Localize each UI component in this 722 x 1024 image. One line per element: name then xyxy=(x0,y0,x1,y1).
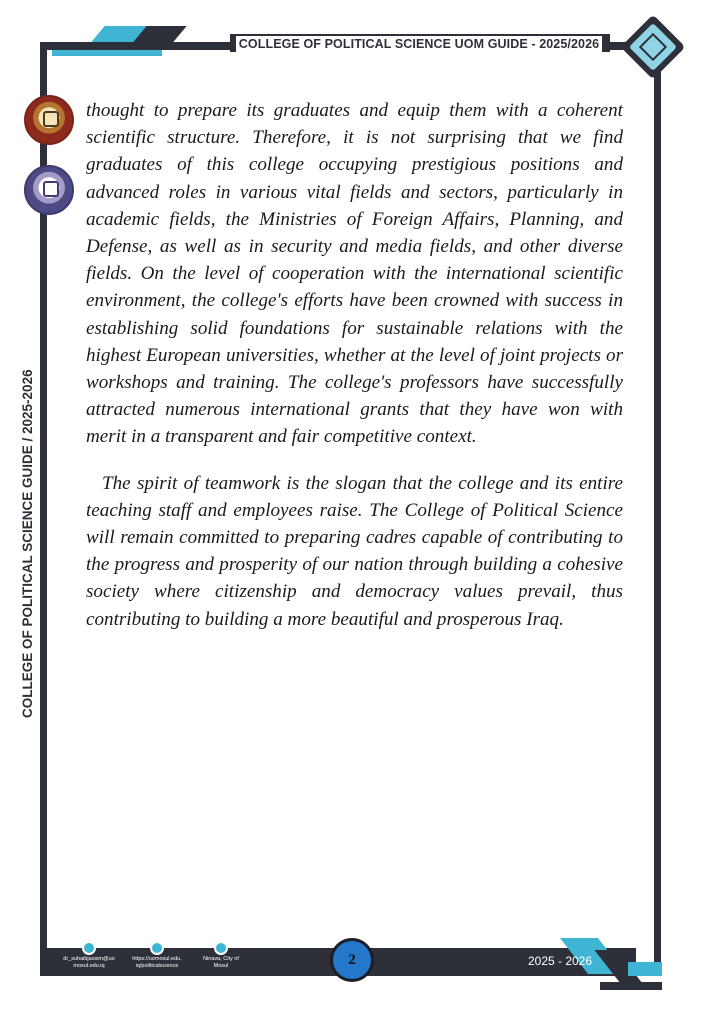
footer-year: 2025 - 2026 xyxy=(527,954,593,968)
contact-line: dr_suhaibjassim@uo xyxy=(63,956,115,962)
footer-accent-line xyxy=(628,962,662,976)
page-number: 2 xyxy=(330,938,374,982)
footer-bottom-bar xyxy=(600,982,662,990)
email-icon xyxy=(82,941,96,955)
college-seal-icon xyxy=(24,165,74,215)
seal-emblem xyxy=(43,111,59,127)
location-icon xyxy=(214,941,228,955)
paragraph: thought to prepare its graduates and equip them with a coherent scientific structure. Therefore, it is not surprising that we find graduates of this college occupying prestigious positions and advanced roles in various vital fields and sectors, particularly in academic fields, the Ministries of Foreign Affairs, Planning, and Defense, as well as in security and media fields, and other diverse fields. On the level of cooperation with the international scientific environment, the college's efforts have been crowned with success in establishing solid foundations for sustainable relations with the highest European universities, whether at the level of joint projects or workshops and training. The college's professors have successfully attracted numerous international grants that they have won with merit in a transparent and fair competitive context. xyxy=(86,100,623,448)
seal-emblem xyxy=(43,181,59,197)
top-accent-line xyxy=(52,50,162,56)
contact-location xyxy=(176,941,266,970)
paragraph: The spirit of teamwork is the slogan that the college and its entire teaching staff and employees raise. The College of Political Science will remain committed to preparing cadres capable of contributing to the progress and prosperity of our nation through building a cohesive society where citizenship and democracy values prevail, thus contributing to building a more beautiful and prosperous Iraq. xyxy=(86,472,623,630)
contact-line: iq/politicalscience xyxy=(135,963,179,969)
frame-right-bar xyxy=(654,64,661,969)
body-text xyxy=(86,97,623,633)
header-title: COLLEGE OF POLITICAL SCIENCE UOM GUIDE - 2025/2026 xyxy=(236,36,602,52)
contact-line: mosul.edu.iq xyxy=(73,963,105,969)
side-title: COLLEGE OF POLITICAL SCIENCE GUIDE / 2025-2026 xyxy=(18,388,38,718)
contact-line: Ninava, City of xyxy=(203,956,239,962)
contact-line: https://uomosul.edu. xyxy=(132,956,182,962)
web-icon xyxy=(150,941,164,955)
contact-line: Mosul xyxy=(213,963,229,969)
university-seal-icon xyxy=(24,95,74,145)
